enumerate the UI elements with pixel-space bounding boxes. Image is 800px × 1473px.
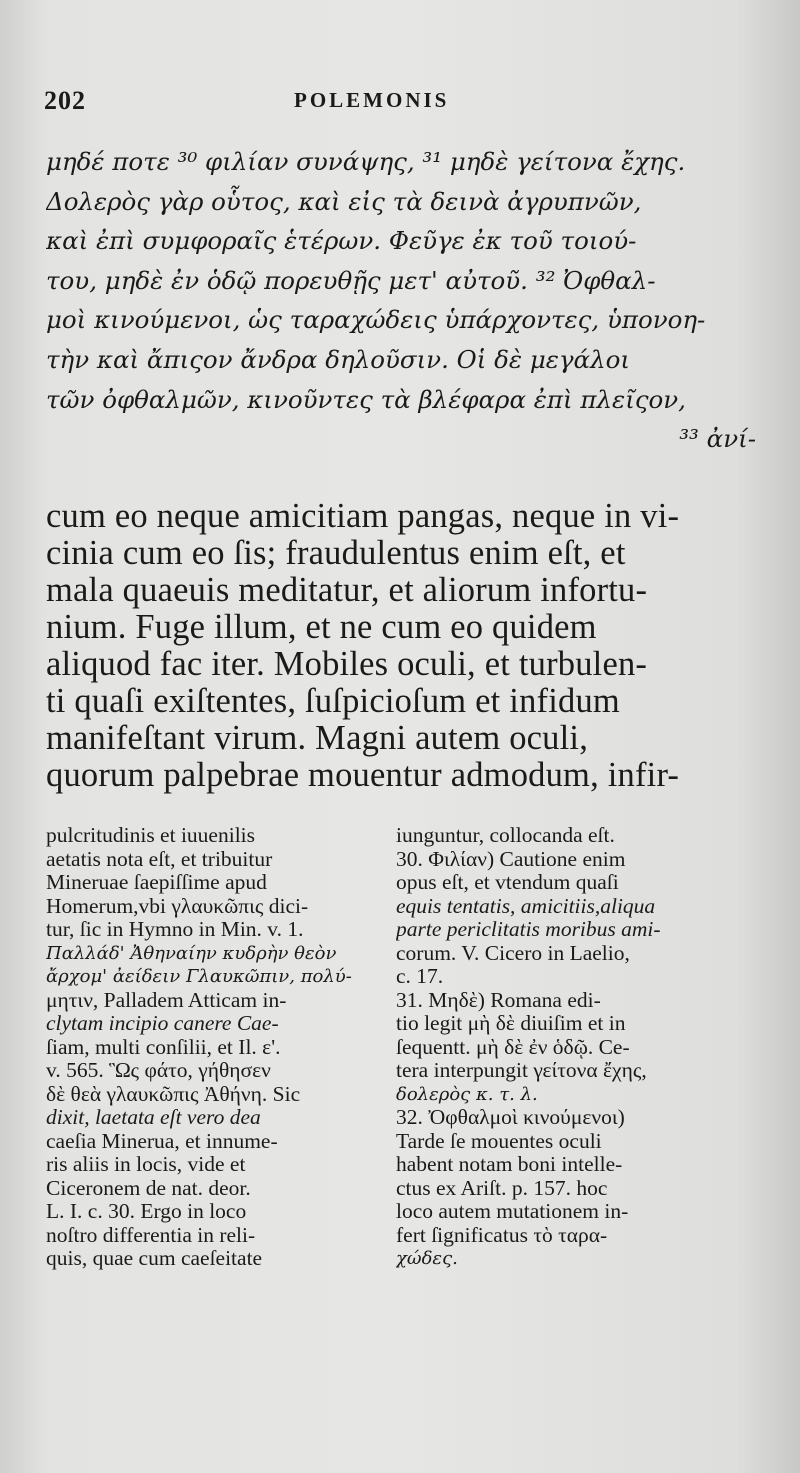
footnote-line: δὲ θεὰ γλαυκῶπις Ἀθήνη. Sic (46, 1082, 301, 1106)
greek-line: του, μηδὲ ἐν ὁδῷ πορευθῇς μετ' αὐτοῦ. ³² Ὀφθαλ- (46, 265, 656, 295)
footnote-line: χώδες. (396, 1248, 458, 1269)
footnote-line: 32. Ὀφθαλμοὶ κινούμενοι) (396, 1106, 625, 1129)
footnote-line: corum. V. Cicero in Laelio, (396, 941, 630, 965)
footnote-line: ἄρχομ' ἀείδειν Γλαυκῶπιν, πολύ- (46, 966, 352, 987)
greek-text-block (46, 142, 756, 459)
latin-line: cum eo neque amicitiam pangas, neque in vi- (46, 498, 680, 535)
footnote-line: opus eſt, et vtendum quaſi (396, 871, 619, 894)
latin-line: manifeſtant virum. Magni autem oculi, (46, 720, 589, 757)
footnote-line: δολερὸς κ. τ. λ. (396, 1083, 538, 1105)
footnote-line: dixit, laetata eſt vero dea (46, 1106, 261, 1129)
footnote-line: iunguntur, collocanda eſt. (396, 824, 615, 847)
footnote-line: v. 565. Ὣς φάτο, γήθησεν (46, 1059, 271, 1082)
greek-line: μηδέ ποτε ³⁰ φιλίαν συνάψης, ³¹ μηδὲ γείτονα ἔχης. (46, 147, 686, 176)
footnotes-right-column (396, 824, 758, 1271)
footnote-line: 31. Μηδὲ) Romana edi- (396, 988, 601, 1012)
running-head (44, 86, 720, 122)
footnotes-left-column (46, 824, 382, 1271)
latin-line: cinia cum eo ſis; fraudulentus enim eſt, et (46, 535, 626, 572)
greek-line: μοὶ κινούμενοι, ὡς ταραχώδεις ὑπάρχοντες, ὑπονοη- (46, 305, 706, 335)
latin-line: aliquod fac iter. Mobiles oculi, et turbulen- (46, 646, 648, 683)
footnote-line: quis, quae cum caeſeitate (46, 1247, 263, 1270)
footnote-line: clytam incipio canere Cae- (46, 1012, 279, 1035)
footnote-line: habent notam boni intelle- (396, 1153, 623, 1176)
footnote-line: pulcritudinis et iuuenilis (46, 824, 256, 847)
page-number: 202 (44, 86, 86, 115)
footnote-line: μητιν, Palladem Atticam in- (46, 988, 287, 1012)
footnote-line: ſiam, multi conſilii, et Il. ε'. (46, 1035, 281, 1059)
footnote-line: caeſia Minerua, et innume- (46, 1129, 278, 1153)
greek-line: καὶ ἐπὶ συμφοραῖς ἑτέρων. Φεῦγε ἐκ τοῦ τοιού- (46, 226, 637, 256)
footnote-line: tio legit μὴ δὲ diuiſim et in (396, 1012, 626, 1035)
footnote-line: tur, ſic in Hymno in Min. v. 1. (46, 918, 304, 941)
footnote-line: fert ſignificatus τὸ ταρα- (396, 1223, 608, 1247)
footnote-line: loco autem mutationem in- (396, 1200, 629, 1223)
footnote-line: ris aliis in locis, vide et (46, 1153, 246, 1176)
latin-line: nium. Fuge illum, et ne cum eo quidem (46, 609, 597, 646)
latin-line: mala quaeuis meditatur, et aliorum infortu- (46, 572, 648, 609)
footnote-line: L. I. c. 30. Ergo in loco (46, 1200, 247, 1223)
greek-line: τῶν ὀφθαλμῶν, κινοῦντες τὰ βλέφαρα ἐπὶ πλεῖςον, (46, 384, 686, 414)
footnote-line: Mineruae ſaepiſſime apud (46, 871, 267, 894)
latin-translation-block (46, 498, 750, 794)
latin-line: quorum palpebrae mouentur admodum, infir- (46, 757, 680, 794)
footnote-line: ſequentt. μὴ δὲ ἐν ὁδῷ. Ce- (396, 1035, 630, 1059)
footnote-line: c. 17. (396, 965, 444, 988)
greek-line: Δολερὸς γὰρ οὗτος, καὶ εἰς τὰ δεινὰ ἀγρυπνῶν, (46, 186, 642, 216)
footnote-line: Tarde ſe mouentes oculi (396, 1129, 602, 1153)
footnote-line: 30. Φιλίαν) Cautione enim (396, 847, 626, 871)
greek-line: τὴν καὶ ἄπιςον ἄνδρα δηλοῦσιν. Οἱ δὲ μεγάλοι (46, 344, 630, 374)
footnote-line: parte periclitatis moribus ami- (396, 918, 661, 941)
greek-line: ³³ ἀνί- (679, 424, 756, 454)
footnote-line: tera interpungit γείτονα ἔχης, (396, 1059, 647, 1082)
footnote-line: Ciceronem de nat. deor. (46, 1176, 251, 1200)
footnote-line: ctus ex Ariſt. p. 157. hoc (396, 1176, 608, 1200)
footnote-line: equis tentatis, amicitiis,aliqua (396, 894, 656, 918)
footnotes (46, 824, 766, 1424)
footnote-line: aetatis nota eſt, et tribuitur (46, 847, 273, 871)
latin-line: ti quaſi exiſtentes, ſuſpicioſum et infidum (46, 683, 620, 720)
footnote-line: Homerum,vbi γλαυκῶπις dici- (46, 894, 309, 918)
footnote-line: noſtro differentia in reli- (46, 1223, 256, 1247)
book-title: POLEMONIS (294, 88, 450, 112)
footnote-line: Παλλάδ' Ἀθηναίην κυδρὴν θεὸν (46, 942, 337, 964)
